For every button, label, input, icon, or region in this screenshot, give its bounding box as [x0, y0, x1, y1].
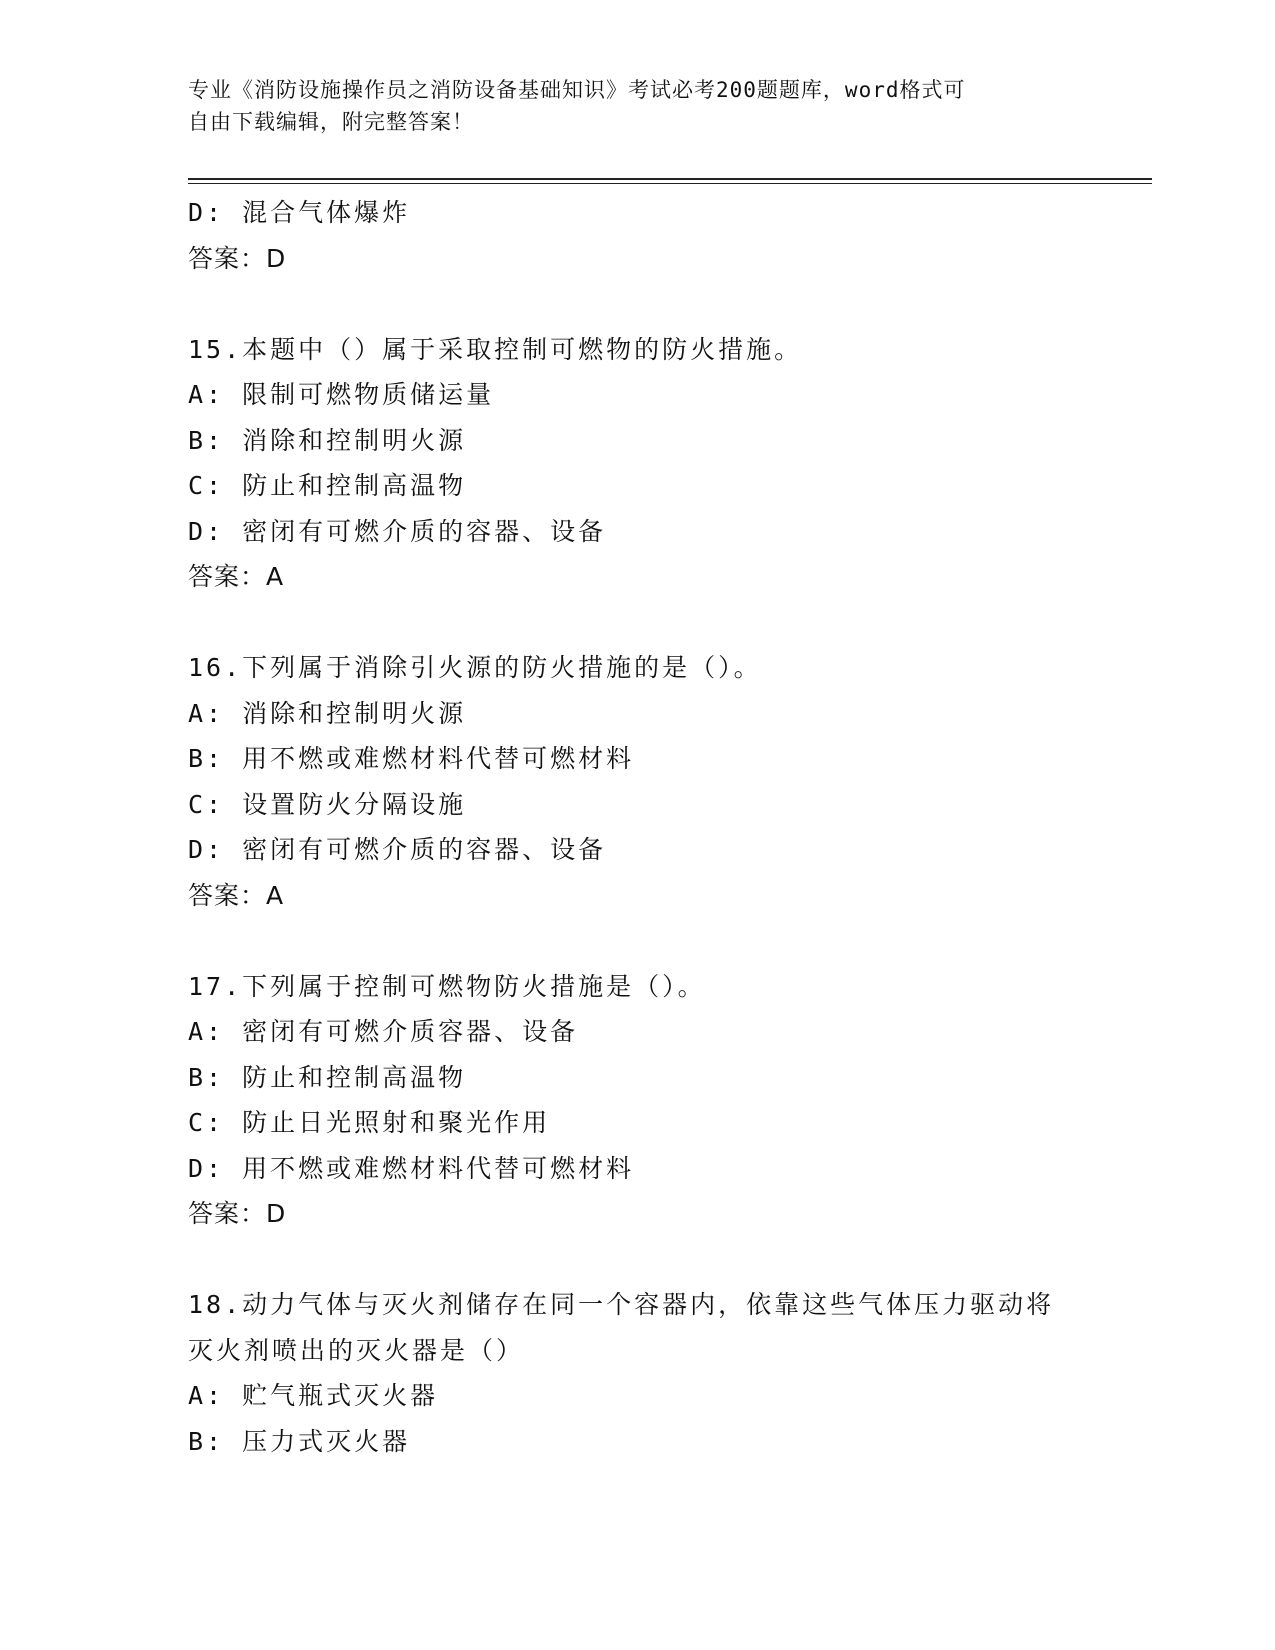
- option-d: D: 混合气体爆炸: [188, 198, 411, 227]
- question-stem: 17.下列属于控制可燃物防火措施是（）。: [188, 971, 706, 1001]
- question-list: [188, 190, 1128, 1464]
- answer-line: 答案：A: [188, 880, 285, 910]
- question-block-15: [188, 327, 1128, 600]
- question-stem: 16.下列属于消除引火源的防火措施的是（）。: [188, 653, 762, 682]
- question-stem-line-2: 灭火剂喷出的灭火器是（）: [188, 1335, 525, 1365]
- option-b: B: 压力式灭火器: [188, 1426, 411, 1456]
- document-header: [188, 74, 1068, 138]
- header-line-2: 自由下载编辑，附完整答案！: [188, 110, 474, 134]
- answer-line: 答案：D: [188, 1199, 287, 1228]
- option-a: A: 消除和控制明火源: [188, 698, 467, 728]
- question-block-18: [188, 1282, 1128, 1464]
- option-c: C: 防止日光照射和聚光作用: [188, 1108, 551, 1137]
- question-block-17: [188, 964, 1128, 1237]
- option-b: B: 用不燃或难燃材料代替可燃材料: [188, 744, 635, 773]
- question-block-16: [188, 645, 1128, 918]
- option-d: D: 用不燃或难燃材料代替可燃材料: [188, 1153, 635, 1183]
- option-c: C: 设置防火分隔设施: [188, 789, 467, 819]
- option-b: B: 消除和控制明火源: [188, 425, 467, 455]
- question-block-14: [188, 190, 1128, 281]
- question-stem-line-1: 18.动力气体与灭火剂储存在同一个容器内，依靠这些气体压力驱动将: [188, 1290, 1055, 1319]
- option-a: A: 限制可燃物质储运量: [188, 380, 495, 409]
- option-a: A: 贮气瓶式灭火器: [188, 1381, 439, 1410]
- option-c: C: 防止和控制高温物: [188, 471, 467, 500]
- answer-line: 答案：D: [188, 243, 287, 273]
- option-a: A: 密闭有可燃介质容器、设备: [188, 1017, 579, 1046]
- header-rule-thick: [188, 178, 1152, 180]
- option-d: D: 密闭有可燃介质的容器、设备: [188, 835, 607, 864]
- header-line-1: 专业《消防设施操作员之消防设备基础知识》考试必考200题题库，word格式可: [188, 78, 966, 102]
- header-rule-thin: [188, 183, 1152, 184]
- question-stem: 15.本题中（）属于采取控制可燃物的防火措施。: [188, 334, 803, 364]
- option-b: B: 防止和控制高温物: [188, 1062, 467, 1092]
- answer-line: 答案：A: [188, 562, 285, 591]
- option-d: D: 密闭有可燃介质的容器、设备: [188, 516, 607, 546]
